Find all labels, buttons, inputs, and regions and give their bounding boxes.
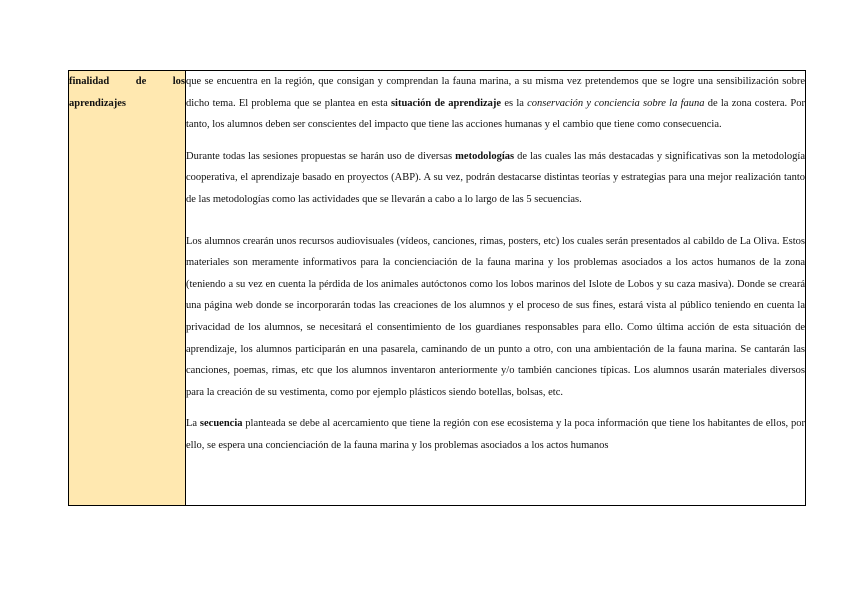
row-header-line: aprendizajes — [69, 98, 126, 109]
bold-term: situación de aprendizaje — [390, 97, 502, 109]
content-table — [68, 70, 806, 506]
paragraph-4 — [186, 413, 805, 456]
row-content-cell — [186, 71, 806, 506]
row-header-word: de — [135, 76, 147, 87]
row-header-line — [69, 71, 185, 93]
row-header-cell — [69, 71, 186, 506]
row-header-word: finalidad — [69, 76, 110, 87]
text-span: planteada se debe al acercamiento que tiene la región con ese ecosistema y la poca información que tiene los habitantes de ellos, por ello, se espera una concienciación de la fauna marina y los problemas asociados a los actos humanos — [186, 418, 805, 451]
bold-term: secuencia — [199, 418, 243, 430]
paragraph-2 — [186, 146, 805, 211]
text-span: es la — [501, 97, 528, 109]
italic-term: conservación y conciencia sobre la fauna — [527, 97, 705, 109]
text-span: que se encuentra en la región, que consigan y comprendan la fauna marina, a su misma vez pretendemos que se logre una sensibilización sobre dicho tema. El problema que se plantea en esta — [186, 76, 805, 109]
row-header-word: los — [172, 76, 185, 87]
text-span: Durante todas las sesiones propuestas se harán uso de diversas — [186, 150, 456, 162]
text-span: de las cuales las más destacadas y significativas son la metodología cooperativa, el aprendizaje basado en proyectos (ABP). A su vez, podrán destacarse distintas teorías y estrategias para una mejor realización tanto de las metodologías como las actividades que se llevarán a cabo a lo largo de las 5 secuencias. — [186, 150, 805, 205]
table-row — [69, 71, 806, 506]
text-span: La — [186, 418, 200, 430]
paragraph-3: Los alumnos crearán unos recursos audiovisuales (vídeos, canciones, rimas, posters, etc) los cuales serán presentados al cabildo de La Oliva. Estos materiales son meramente informativos para la concienciación de la fauna marina y los problemas asociados a los actos humanos de la zona (teniendo a su vez en cuenta la pérdida de los animales autóctonos como los lobos marinos del Islote de Lobos y su caza masiva). Donde se creará una página web donde se incorporarán todas las creaciones de los alumnos y el proceso de sus fines, estará vista al público teniendo en cuenta la privacidad de los alumnos, se necesitará el consentimiento de los guardianes responsables para ello. Como última acción de esta situación de aprendizaje, los alumnos participarán en una pasarela, caminando de un punto a otro, con una ambientación de la fauna marina. Se cantarán las canciones, poemas, rimas, etc que los alumnos inventaron anteriormente y/o también canciones típicas. Los alumnos usarán materiales diversos para la creación de su vestimenta, como por ejemplo plásticos siendo botellas, bolsas, etc. — [186, 235, 805, 398]
text-span: de la zona costera. Por tanto, los alumnos deben ser conscientes del impacto que tiene las acciones humanas y el cambio que tiene como consecuencia. — [186, 97, 805, 131]
paragraph-1 — [186, 71, 805, 136]
bold-term: metodologías — [455, 150, 515, 162]
